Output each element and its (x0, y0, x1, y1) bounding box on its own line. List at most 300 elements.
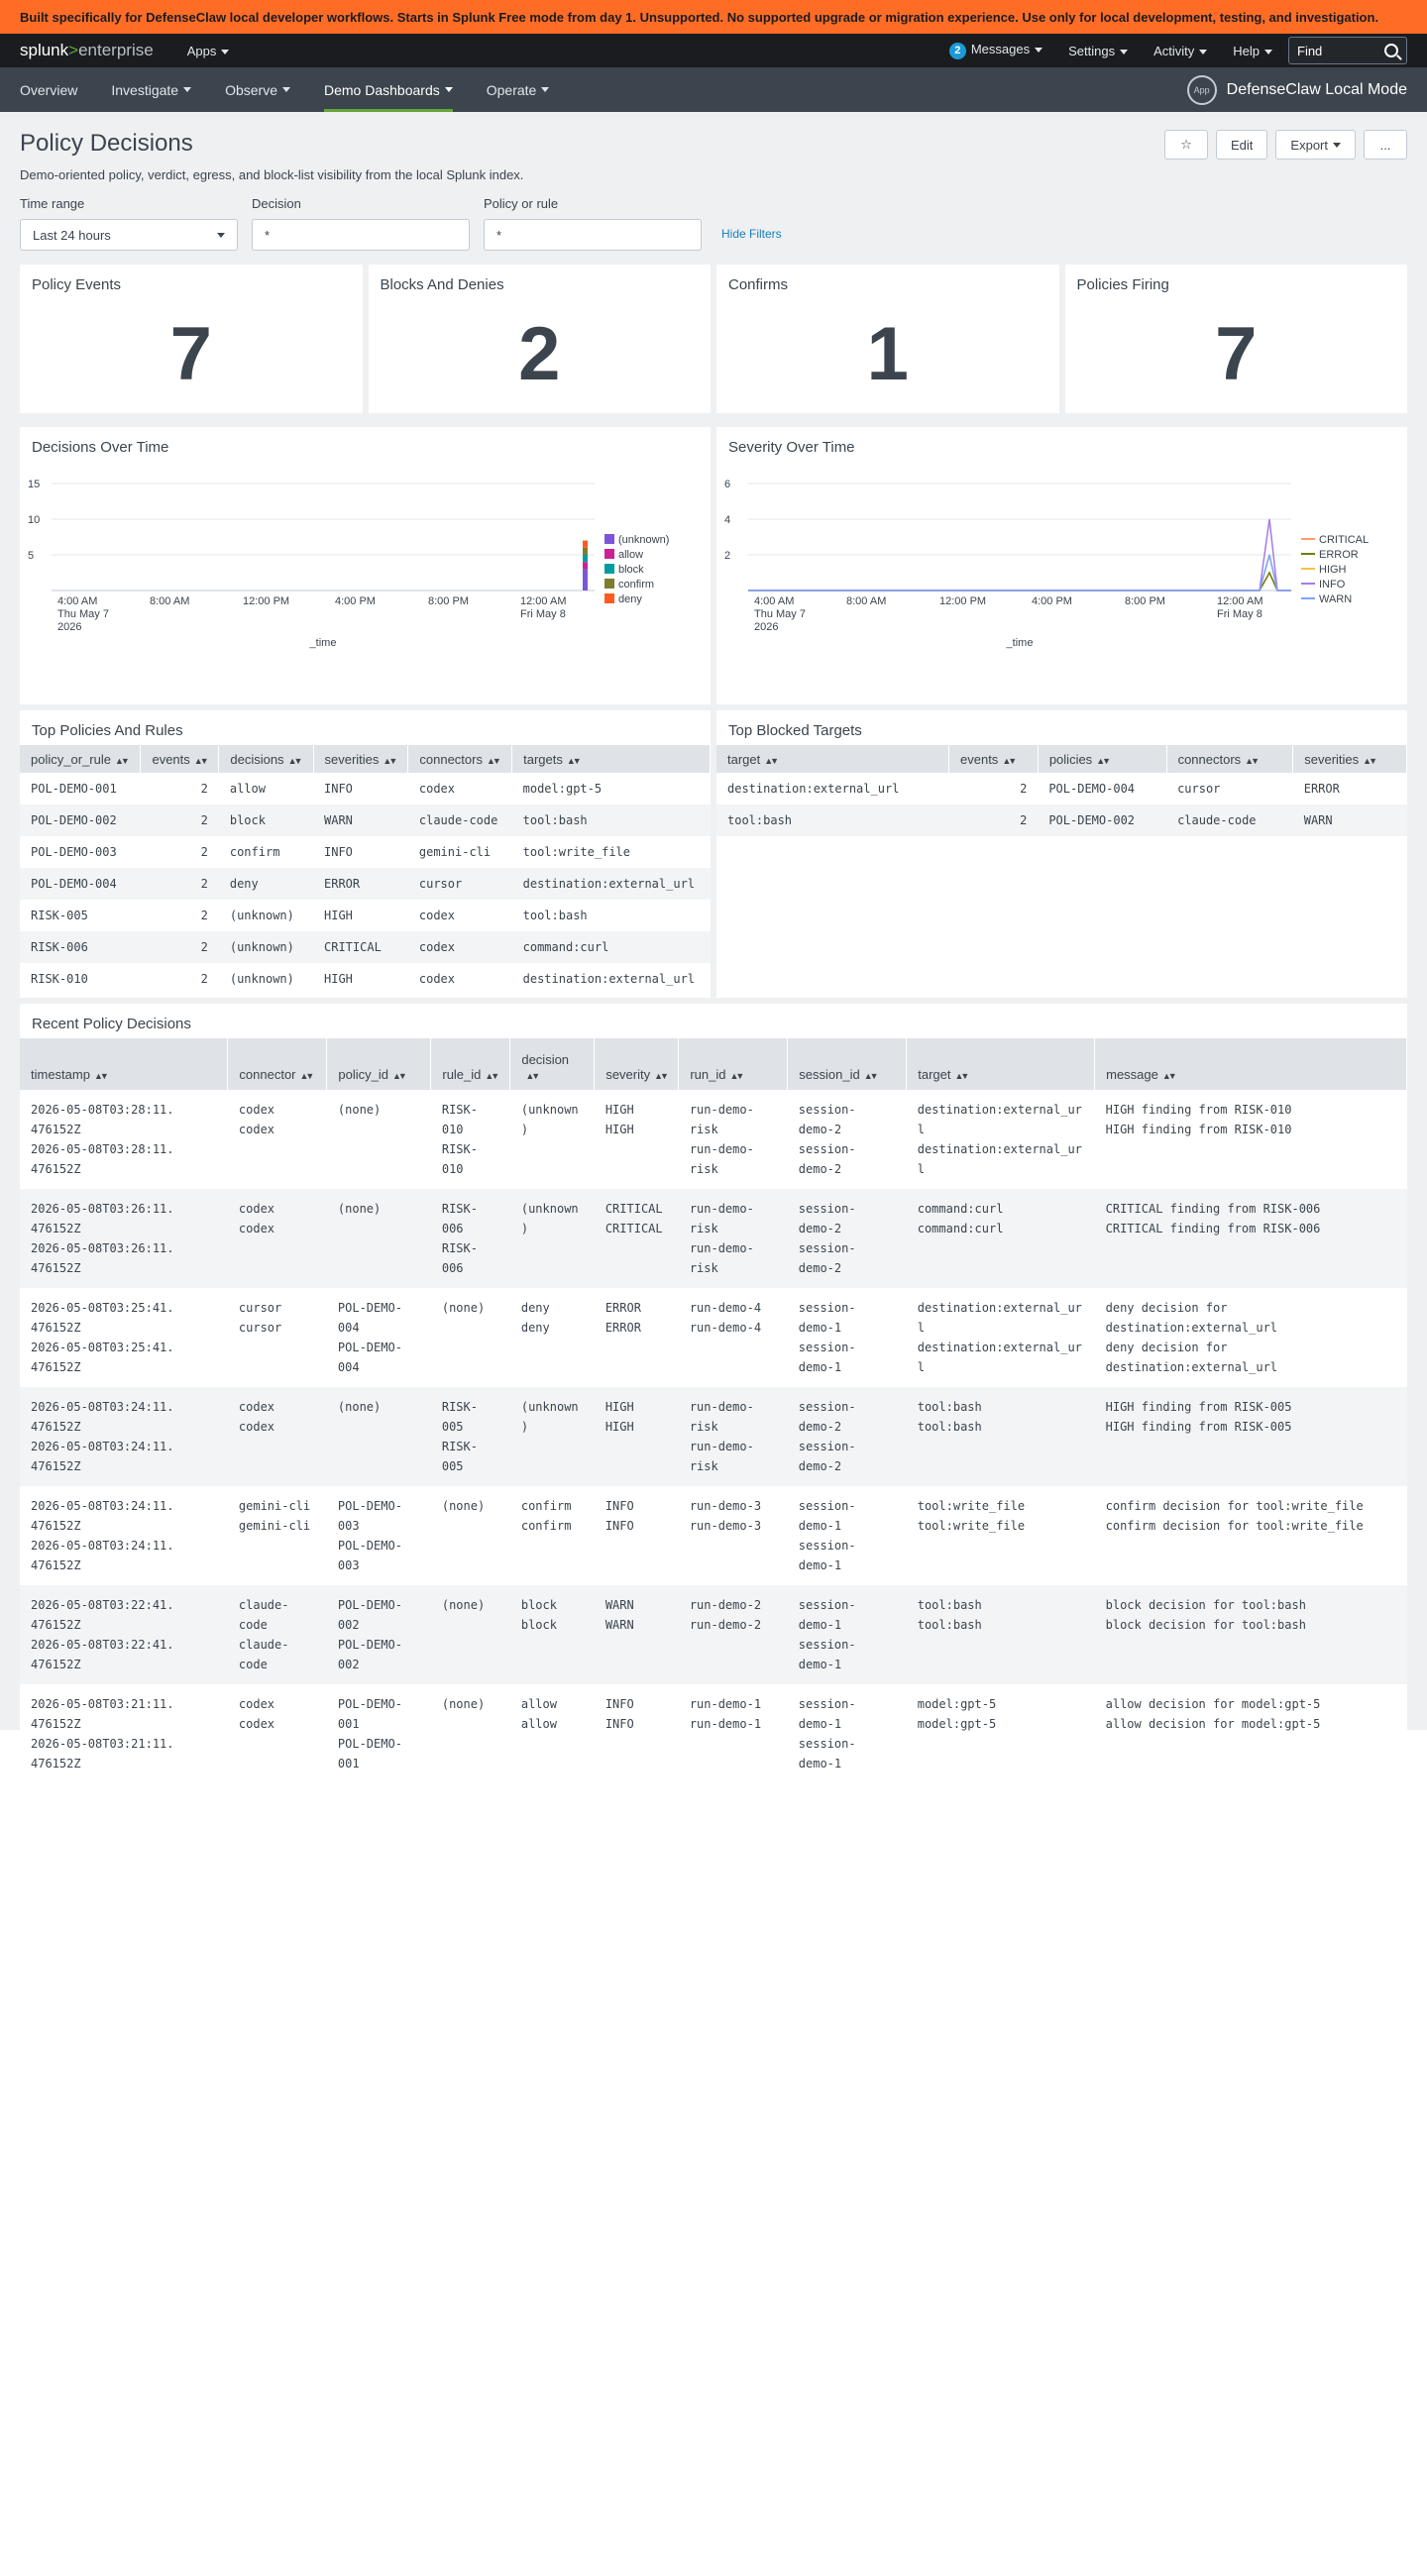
chevron-down-icon (445, 87, 453, 92)
column-label: session_id (799, 1067, 860, 1082)
cell-value: HIGH finding from RISK-005 (1105, 1420, 1292, 1434)
table-cell[interactable]: gemini-cli (418, 845, 492, 859)
table-row[interactable] (20, 1189, 1407, 1288)
policy-input[interactable] (484, 219, 702, 251)
table-cell[interactable]: (unknown) (229, 909, 294, 922)
table-cell[interactable] (907, 1189, 1095, 1288)
table-row[interactable] (20, 1684, 1407, 1783)
x-tick-line: 12:00 AM (520, 595, 567, 607)
cell-value: INFO (604, 1499, 634, 1513)
column-header-events[interactable] (141, 745, 219, 773)
table-cell[interactable] (788, 1090, 907, 1189)
apps-label: Apps (186, 43, 217, 58)
x-tick-line: 8:00 PM (428, 595, 469, 607)
table-cell[interactable] (788, 1684, 907, 1783)
cell-value: 2026-05-08T03:22:41.476152Z (31, 1598, 174, 1632)
sort-icon[interactable]: ▲▼ (485, 1071, 497, 1081)
cell-value: POL-DEMO-002 (337, 1598, 402, 1632)
column-header-connector[interactable] (228, 1038, 327, 1090)
table-cell[interactable] (327, 1189, 431, 1288)
table-cell[interactable]: 2 (141, 931, 219, 963)
time-range-dropdown[interactable] (20, 219, 238, 251)
cell-value: destination:external_url (917, 1301, 1082, 1335)
bar-segment (583, 555, 588, 562)
column-header-policy-or-rule[interactable] (20, 745, 141, 773)
bar-segment (583, 541, 588, 548)
edit-button[interactable]: Edit (1216, 130, 1267, 160)
x-tick-label (754, 595, 806, 633)
column-label: connector (239, 1067, 296, 1082)
cell-value: CRITICAL (604, 1202, 663, 1216)
cell-value: session-demo-1 (798, 1499, 856, 1533)
cell-value: allow decision for model:gpt-5 (1105, 1717, 1321, 1731)
column-header-severities[interactable] (1293, 745, 1407, 773)
table-cell[interactable] (228, 1486, 327, 1585)
table-cell[interactable] (1095, 1684, 1407, 1783)
table-cell[interactable] (595, 1684, 679, 1783)
legend-label: ERROR (1319, 549, 1359, 561)
single-value-panel (1065, 265, 1408, 413)
table-row[interactable] (20, 900, 711, 931)
single-value[interactable]: 7 (1215, 312, 1258, 396)
table-row[interactable] (20, 1486, 1407, 1585)
sort-icon[interactable]: ▲▼ (729, 1071, 742, 1081)
chevron-down-icon (1199, 50, 1207, 54)
sort-icon[interactable]: ▲▼ (114, 755, 127, 766)
panel-title: Top Policies And Rules (32, 722, 183, 739)
apps-menu[interactable] (187, 44, 230, 58)
messages-menu[interactable] (949, 42, 1043, 59)
table-row[interactable] (20, 1387, 1407, 1486)
chevron-down-icon (221, 50, 229, 54)
sort-icon[interactable]: ▲▼ (566, 755, 579, 766)
table-cell[interactable]: HIGH (324, 972, 353, 986)
table-cell[interactable]: POL-DEMO-003 (31, 845, 117, 859)
sort-icon[interactable]: ▲▼ (391, 1071, 404, 1081)
table-cell[interactable]: destination:external_url (727, 782, 900, 796)
column-header-run-id[interactable] (679, 1038, 788, 1090)
table-row[interactable] (20, 1585, 1407, 1684)
cell-value: POL-DEMO-004 (337, 1301, 402, 1335)
table-cell[interactable]: confirm (229, 845, 280, 859)
table-cell[interactable] (679, 1684, 788, 1783)
chevron-down-icon (282, 87, 290, 92)
table-cell[interactable] (679, 1486, 788, 1585)
sort-icon[interactable]: ▲▼ (1245, 755, 1257, 766)
sort-icon[interactable]: ▲▼ (486, 755, 498, 766)
table-cell[interactable] (595, 1189, 679, 1288)
column-header-severities[interactable] (313, 745, 408, 773)
table-cell[interactable]: destination:external_url (512, 868, 711, 900)
nav-item-observe[interactable] (225, 67, 290, 112)
cell-value: INFO (604, 1717, 634, 1731)
table-cell[interactable] (20, 1486, 228, 1585)
table-cell[interactable]: 2 (200, 782, 208, 796)
cell-value: model:gpt-5 (917, 1717, 997, 1731)
x-tick-label (335, 595, 376, 607)
table-row[interactable] (20, 868, 711, 900)
sort-icon[interactable]: ▲▼ (1096, 755, 1109, 766)
table-cell[interactable] (228, 1684, 327, 1783)
top-bar (0, 34, 1427, 67)
settings-menu[interactable] (1068, 44, 1128, 58)
table-cell[interactable] (228, 1189, 327, 1288)
table-cell[interactable]: claude-code (408, 805, 512, 836)
table-row[interactable] (20, 805, 711, 836)
column-header-targets[interactable] (512, 745, 711, 773)
x-tick-label (1032, 595, 1072, 607)
table-cell[interactable]: model:gpt-5 (522, 782, 603, 796)
table-cell[interactable] (431, 1090, 510, 1189)
table-cell[interactable] (1095, 1486, 1407, 1585)
cell-value: block (520, 1618, 557, 1632)
column-header-session-id[interactable] (788, 1038, 907, 1090)
cell-value: HIGH (604, 1103, 634, 1117)
cell-value: POL-DEMO-004 (337, 1341, 402, 1374)
cell-value: CRITICAL finding from RISK-006 (1105, 1202, 1321, 1216)
favorite-star-button[interactable]: ☆ (1164, 130, 1208, 160)
table-row[interactable] (20, 931, 711, 963)
cell-value: tool:bash (917, 1618, 982, 1632)
table-cell[interactable]: RISK-005 (31, 909, 88, 922)
table-row[interactable] (716, 805, 1407, 836)
cell-value: session-demo-1 (798, 1638, 856, 1671)
cell-value: (unknown) (520, 1202, 579, 1235)
table-cell[interactable]: 2 (200, 845, 208, 859)
activity-menu[interactable] (1153, 44, 1207, 58)
table-cell[interactable]: POL-DEMO-002 (20, 805, 141, 836)
table-cell[interactable]: claude-code (1166, 805, 1293, 836)
cell-value: allow (520, 1717, 557, 1731)
table-cell[interactable] (20, 1684, 228, 1783)
table-cell[interactable]: POL-DEMO-001 (31, 782, 117, 796)
nav-item-investigate[interactable] (111, 67, 191, 112)
dashboard-body (0, 112, 1427, 1771)
cell-value: run-demo-4 (689, 1301, 762, 1315)
column-label: rule_id (442, 1067, 482, 1082)
column-header-decisions[interactable] (219, 745, 313, 773)
table-row[interactable] (20, 836, 711, 868)
table-cell[interactable] (907, 1387, 1095, 1486)
table-cell[interactable]: POL-DEMO-004 (20, 868, 141, 900)
table-cell[interactable]: codex (418, 972, 455, 986)
legend-label: allow (618, 549, 644, 561)
cell-value: confirm decision for tool:write_file (1105, 1519, 1364, 1533)
column-header-severity[interactable] (595, 1038, 679, 1090)
table-cell[interactable]: block (219, 805, 313, 836)
sort-icon[interactable]: ▲▼ (193, 755, 206, 766)
decision-input[interactable] (252, 219, 470, 251)
cell-value: session-demo-1 (798, 1341, 856, 1374)
cell-value: tool:write_file (917, 1499, 1026, 1513)
nav-label: Investigate (111, 81, 179, 98)
table-cell[interactable] (595, 1288, 679, 1387)
export-button[interactable] (1275, 130, 1356, 160)
column-header-connectors[interactable] (408, 745, 512, 773)
table-cell[interactable]: codex (408, 931, 512, 963)
table-cell[interactable] (431, 1486, 510, 1585)
x-tick-line: 4:00 PM (1032, 595, 1072, 607)
single-value[interactable]: 7 (169, 312, 212, 396)
table-cell[interactable] (327, 1387, 431, 1486)
table-cell[interactable] (327, 1585, 431, 1684)
table-cell[interactable] (228, 1387, 327, 1486)
table-cell[interactable] (20, 1090, 228, 1189)
table-cell[interactable] (431, 1585, 510, 1684)
table-cell[interactable] (788, 1486, 907, 1585)
cell-value: INFO (604, 1697, 634, 1711)
chevron-down-icon (541, 87, 549, 92)
search-icon[interactable] (1384, 44, 1398, 57)
column-header-rule-id[interactable] (431, 1038, 510, 1090)
table-row[interactable] (20, 1288, 1407, 1387)
table-cell[interactable] (907, 1684, 1095, 1783)
table-cell[interactable]: tool:bash (512, 805, 711, 836)
sort-icon[interactable]: ▲▼ (383, 755, 395, 766)
table-cell[interactable] (788, 1189, 907, 1288)
nav-item-demo-dashboards[interactable] (324, 67, 453, 112)
cell-value: 2026-05-08T03:25:41.476152Z (31, 1341, 174, 1374)
sort-icon[interactable]: ▲▼ (1002, 755, 1015, 766)
cell-value: (none) (441, 1598, 486, 1612)
y-tick-label: 5 (28, 550, 35, 562)
help-menu[interactable] (1233, 44, 1272, 58)
table-cell[interactable] (510, 1090, 595, 1189)
column-header-target[interactable] (716, 745, 949, 773)
nav-label: Observe (225, 81, 277, 98)
logo-text-splunk: splunk (20, 41, 69, 59)
x-tick-line: 4:00 AM (754, 595, 795, 607)
sort-icon[interactable]: ▲▼ (1161, 1071, 1174, 1081)
single-value-panel (716, 265, 1059, 413)
column-label: severity (605, 1067, 651, 1082)
table-cell[interactable]: command:curl (512, 931, 711, 963)
table-cell[interactable]: INFO (324, 845, 353, 859)
cell-value: RISK-005 (441, 1400, 478, 1434)
table-cell[interactable] (431, 1189, 510, 1288)
column-header-target[interactable] (907, 1038, 1095, 1090)
nav-label: Operate (486, 81, 537, 98)
table-cell[interactable] (510, 1288, 595, 1387)
cell-value: RISK-006 (441, 1202, 478, 1235)
column-header-policies[interactable] (1038, 745, 1166, 773)
table-cell[interactable] (510, 1486, 595, 1585)
table-cell[interactable] (327, 1288, 431, 1387)
x-tick-line: 2026 (754, 621, 779, 633)
table-cell[interactable] (595, 1387, 679, 1486)
table-cell[interactable] (510, 1189, 595, 1288)
table-cell[interactable]: 2 (949, 805, 1039, 836)
cell-value: run-demo-1 (689, 1697, 762, 1711)
table-cell[interactable] (907, 1090, 1095, 1189)
table-cell[interactable] (20, 1189, 228, 1288)
table-cell[interactable] (510, 1387, 595, 1486)
table-cell[interactable]: CRITICAL (313, 931, 408, 963)
table-cell[interactable]: 2 (141, 868, 219, 900)
table-cell[interactable]: cursor (1177, 782, 1221, 796)
table-cell[interactable] (679, 1585, 788, 1684)
table-cell[interactable]: POL-DEMO-004 (1048, 782, 1136, 796)
sort-icon[interactable]: ▲▼ (1363, 755, 1374, 766)
sort-icon[interactable]: ▲▼ (93, 1071, 106, 1081)
table-cell[interactable]: ERROR (313, 868, 408, 900)
cell-value: POL-DEMO-001 (337, 1737, 402, 1771)
table-cell[interactable] (679, 1189, 788, 1288)
legend-label: deny (618, 593, 642, 605)
x-tick-line: Thu May 7 (57, 608, 109, 620)
table-cell[interactable] (595, 1090, 679, 1189)
column-header-timestamp[interactable] (20, 1038, 228, 1090)
table-cell[interactable] (327, 1486, 431, 1585)
table-cell[interactable] (431, 1288, 510, 1387)
app-name-label: DefenseClaw Local Mode (1226, 80, 1407, 98)
single-value[interactable]: 1 (866, 312, 909, 396)
cell-value: run-demo-4 (689, 1321, 762, 1335)
table-cell[interactable] (788, 1288, 907, 1387)
export-label: Export (1290, 137, 1328, 153)
table-cell[interactable]: 2 (200, 909, 208, 922)
table-cell[interactable]: codex (418, 909, 455, 922)
table-row[interactable] (716, 773, 1407, 805)
table-cell[interactable] (228, 1585, 327, 1684)
table-cell[interactable] (431, 1387, 510, 1486)
series-line (748, 555, 1291, 590)
nav-item-overview[interactable] (20, 67, 77, 112)
table-cell[interactable] (907, 1585, 1095, 1684)
table-cell[interactable]: RISK-006 (20, 931, 141, 963)
messages-label: Messages (970, 42, 1031, 56)
chevron-down-icon (1035, 48, 1043, 53)
table-cell[interactable]: RISK-010 (31, 972, 88, 986)
x-tick-line: 4:00 PM (335, 595, 376, 607)
cell-value: block decision for tool:bash (1105, 1598, 1306, 1612)
table-cell[interactable] (679, 1090, 788, 1189)
splunk-logo[interactable] (20, 41, 154, 60)
cell-value: 2026-05-08T03:21:11.476152Z (31, 1737, 174, 1771)
table-cell[interactable]: POL-DEMO-002 (1038, 805, 1166, 836)
table-cell[interactable]: tool:bash (522, 909, 588, 922)
table-cell[interactable]: ERROR (1303, 782, 1340, 796)
table-cell[interactable] (510, 1684, 595, 1783)
sort-icon[interactable]: ▲▼ (654, 1071, 666, 1081)
table-cell[interactable] (1095, 1585, 1407, 1684)
column-header-decision[interactable] (510, 1038, 595, 1090)
table-cell[interactable] (1095, 1387, 1407, 1486)
table-cell[interactable]: HIGH (324, 909, 353, 922)
table-cell[interactable]: cursor (408, 868, 512, 900)
table-cell[interactable]: INFO (324, 782, 353, 796)
table-cell[interactable] (431, 1684, 510, 1783)
table-cell[interactable]: 2 (1020, 782, 1028, 796)
table-cell[interactable]: tool:write_file (522, 845, 630, 859)
activity-label: Activity (1153, 43, 1195, 58)
table-cell[interactable]: tool:bash (716, 805, 949, 836)
table-cell[interactable] (20, 1585, 228, 1684)
top-policies-panel (20, 710, 711, 998)
sort-icon[interactable]: ▲▼ (764, 755, 777, 766)
table-cell[interactable] (788, 1387, 907, 1486)
legend-label: HIGH (1319, 564, 1347, 576)
sort-icon[interactable]: ▲▼ (525, 1071, 538, 1081)
cell-value: model:gpt-5 (917, 1697, 997, 1711)
table-cell[interactable]: (unknown) (219, 931, 313, 963)
table-cell[interactable] (228, 1288, 327, 1387)
column-header-message[interactable] (1095, 1038, 1407, 1090)
column-header-policy-id[interactable] (327, 1038, 431, 1090)
table-cell[interactable] (679, 1387, 788, 1486)
cell-value: 2026-05-08T03:24:11.476152Z (31, 1499, 174, 1533)
table-cell[interactable] (327, 1090, 431, 1189)
table-cell[interactable] (510, 1585, 595, 1684)
decisions-over-time-chart[interactable] (20, 456, 708, 694)
y-tick-label: 2 (724, 550, 731, 562)
sort-icon[interactable]: ▲▼ (863, 1071, 876, 1081)
table-cell[interactable]: WARN (313, 805, 408, 836)
table-cell[interactable] (1095, 1090, 1407, 1189)
table-cell[interactable]: 2 (141, 805, 219, 836)
table-cell[interactable]: destination:external_url (522, 972, 696, 986)
table-cell[interactable] (679, 1288, 788, 1387)
more-actions-button[interactable]: ... (1364, 130, 1407, 160)
table-cell[interactable]: codex (418, 782, 455, 796)
sort-icon[interactable]: ▲▼ (954, 1071, 967, 1081)
column-header-events[interactable] (949, 745, 1039, 773)
table-cell[interactable] (907, 1486, 1095, 1585)
find-input[interactable] (1288, 37, 1407, 64)
nav-label: Overview (20, 81, 78, 98)
sort-icon[interactable]: ▲▼ (299, 1071, 312, 1081)
table-cell[interactable]: 2 (200, 972, 208, 986)
cell-value: 2026-05-08T03:24:11.476152Z (31, 1440, 174, 1473)
cell-value: destination:external_url (917, 1341, 1082, 1374)
table-cell[interactable] (228, 1090, 327, 1189)
table-cell[interactable] (907, 1288, 1095, 1387)
table-cell[interactable]: allow (229, 782, 266, 796)
table-cell[interactable] (1095, 1189, 1407, 1288)
table-row[interactable] (20, 773, 711, 805)
panel-title: Decisions Over Time (32, 439, 169, 456)
table-cell[interactable] (595, 1585, 679, 1684)
legend-swatch (604, 549, 614, 559)
table-cell[interactable]: WARN (1293, 805, 1407, 836)
severity-over-time-chart[interactable] (716, 456, 1404, 694)
cell-value: command:curl (917, 1202, 1004, 1216)
cell-value: (none) (337, 1400, 382, 1414)
table-cell[interactable] (20, 1288, 228, 1387)
column-label: target (918, 1067, 951, 1082)
table-cell[interactable] (20, 1387, 228, 1486)
table-cell[interactable] (788, 1585, 907, 1684)
page-title: Policy Decisions (20, 130, 193, 157)
cell-value: HIGH finding from RISK-005 (1105, 1400, 1292, 1414)
table-row[interactable] (20, 963, 711, 995)
nav-item-operate[interactable] (487, 67, 550, 112)
table-cell[interactable] (595, 1486, 679, 1585)
table-cell[interactable] (327, 1684, 431, 1783)
sort-icon[interactable]: ▲▼ (287, 755, 300, 766)
cell-value: claude-code (238, 1598, 289, 1632)
cell-value: run-demo-risk (689, 1142, 754, 1176)
table-row[interactable] (20, 1090, 1407, 1189)
settings-label: Settings (1068, 43, 1116, 58)
column-header-connectors[interactable] (1166, 745, 1293, 773)
table-cell[interactable]: deny (219, 868, 313, 900)
hide-filters-link[interactable]: Hide Filters (721, 227, 782, 241)
table-cell[interactable] (1095, 1288, 1407, 1387)
legend-label: WARN (1319, 593, 1353, 605)
single-value[interactable]: 2 (518, 312, 561, 396)
table-cell[interactable]: (unknown) (229, 972, 294, 986)
